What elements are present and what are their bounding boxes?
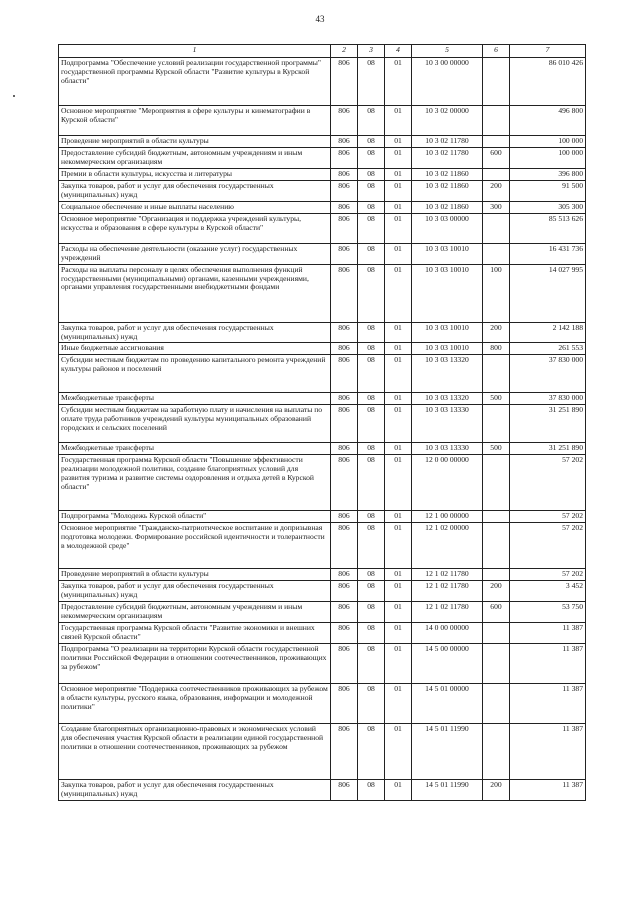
- row-section: 08: [358, 393, 385, 405]
- row-expense-type: [483, 58, 510, 106]
- row-expense-type: [483, 723, 510, 779]
- row-target-article: 10 3 02 11780: [412, 136, 483, 148]
- row-name: Социальное обеспечение и иные выплаты населению: [59, 201, 331, 213]
- row-target-article: 10 3 03 10010: [412, 264, 483, 322]
- row-target-article: 10 3 03 10010: [412, 343, 483, 355]
- row-amount: 57 202: [510, 511, 586, 523]
- row-expense-type: [483, 106, 510, 136]
- row-ved: 806: [331, 180, 358, 201]
- header-col-1: 1: [59, 45, 331, 58]
- row-ved: 806: [331, 201, 358, 213]
- row-name: Основное мероприятие "Мероприятия в сфере культуры и кинематографии в Курской области": [59, 106, 331, 136]
- row-ved: 806: [331, 581, 358, 602]
- row-expense-type: [483, 136, 510, 148]
- row-section: 08: [358, 602, 385, 623]
- page-number: 43: [315, 14, 325, 24]
- row-amount: 11 387: [510, 683, 586, 723]
- row-ved: 806: [331, 243, 358, 264]
- row-name: Расходы на выплаты персоналу в целях обеспечения выполнения функций государственными (муниципальными) органами, казенными учреждениями, органами управления государственными внебюджетными фондами: [59, 264, 331, 322]
- row-target-article: 10 3 00 00000: [412, 58, 483, 106]
- row-target-article: 10 3 02 00000: [412, 106, 483, 136]
- row-expense-type: 300: [483, 201, 510, 213]
- table-row: [59, 443, 586, 455]
- table-row: [59, 405, 586, 443]
- row-subsection: 01: [385, 683, 412, 723]
- row-subsection: 01: [385, 168, 412, 180]
- row-name: Подпрограмма "Молодежь Курской области": [59, 511, 331, 523]
- header-row: [59, 45, 586, 58]
- row-amount: 57 202: [510, 455, 586, 511]
- row-subsection: 01: [385, 322, 412, 343]
- row-subsection: 01: [385, 443, 412, 455]
- budget-table: [58, 44, 586, 801]
- row-amount: 305 300: [510, 201, 586, 213]
- table-row: [59, 136, 586, 148]
- row-amount: 31 251 890: [510, 443, 586, 455]
- header-col-3: 3: [358, 45, 385, 58]
- row-name: Расходы на обеспечение деятельности (оказание услуг) государственных учреждений: [59, 243, 331, 264]
- row-expense-type: [483, 213, 510, 243]
- row-expense-type: [483, 243, 510, 264]
- row-ved: 806: [331, 264, 358, 322]
- row-section: 08: [358, 147, 385, 168]
- row-name: Закупка товаров, работ и услуг для обеспечения государственных (муниципальных) нужд: [59, 322, 331, 343]
- row-name: Государственная программа Курской области "Повышение эффективности реализации молодежной политики, создание благоприятных условий для развития туризма и развитие системы оздоровления и отдыха детей в Курской области": [59, 455, 331, 511]
- table-row: [59, 643, 586, 683]
- table-row: [59, 683, 586, 723]
- row-ved: 806: [331, 393, 358, 405]
- row-target-article: 10 3 03 13330: [412, 405, 483, 443]
- row-amount: 57 202: [510, 569, 586, 581]
- row-expense-type: [483, 683, 510, 723]
- row-expense-type: [483, 405, 510, 443]
- table-row: [59, 147, 586, 168]
- row-name: Премии в области культуры, искусства и литературы: [59, 168, 331, 180]
- row-ved: 806: [331, 523, 358, 569]
- table-row: [59, 201, 586, 213]
- row-subsection: 01: [385, 602, 412, 623]
- table-body: [59, 58, 586, 801]
- row-subsection: 01: [385, 405, 412, 443]
- row-amount: 100 000: [510, 147, 586, 168]
- row-target-article: 10 3 02 11860: [412, 180, 483, 201]
- row-target-article: 10 3 03 13320: [412, 393, 483, 405]
- row-target-article: 12 1 02 11780: [412, 581, 483, 602]
- row-expense-type: [483, 168, 510, 180]
- row-subsection: 01: [385, 201, 412, 213]
- row-subsection: 01: [385, 623, 412, 644]
- row-ved: 806: [331, 106, 358, 136]
- row-expense-type: [483, 511, 510, 523]
- row-ved: 806: [331, 683, 358, 723]
- table-row: [59, 393, 586, 405]
- row-amount: 37 830 000: [510, 393, 586, 405]
- table-row: [59, 106, 586, 136]
- row-target-article: 10 3 03 13320: [412, 355, 483, 393]
- header-col-5: 5: [412, 45, 483, 58]
- table-row: [59, 213, 586, 243]
- row-expense-type: 200: [483, 779, 510, 800]
- row-expense-type: 200: [483, 581, 510, 602]
- row-ved: 806: [331, 343, 358, 355]
- row-section: 08: [358, 243, 385, 264]
- row-ved: 806: [331, 136, 358, 148]
- scan-speck: [13, 95, 15, 97]
- row-ved: 806: [331, 213, 358, 243]
- row-name: Межбюджетные трансферты: [59, 443, 331, 455]
- row-name: Проведение мероприятий в области культуры: [59, 136, 331, 148]
- row-section: 08: [358, 443, 385, 455]
- row-expense-type: 800: [483, 343, 510, 355]
- row-section: 08: [358, 264, 385, 322]
- row-amount: 16 431 736: [510, 243, 586, 264]
- row-name: Закупка товаров, работ и услуг для обеспечения государственных (муниципальных) нужд: [59, 779, 331, 800]
- row-subsection: 01: [385, 180, 412, 201]
- row-amount: 261 553: [510, 343, 586, 355]
- row-subsection: 01: [385, 264, 412, 322]
- row-ved: 806: [331, 602, 358, 623]
- header-col-6: 6: [483, 45, 510, 58]
- row-name: Иные бюджетные ассигнования: [59, 343, 331, 355]
- row-expense-type: [483, 569, 510, 581]
- row-amount: 11 387: [510, 643, 586, 683]
- row-ved: 806: [331, 147, 358, 168]
- row-target-article: 10 3 03 10010: [412, 322, 483, 343]
- row-ved: 806: [331, 443, 358, 455]
- row-target-article: 14 0 00 00000: [412, 623, 483, 644]
- row-target-article: 12 1 02 11780: [412, 569, 483, 581]
- row-section: 08: [358, 623, 385, 644]
- row-section: 08: [358, 106, 385, 136]
- table-row: [59, 455, 586, 511]
- row-name: Закупка товаров, работ и услуг для обеспечения государственных (муниципальных) нужд: [59, 180, 331, 201]
- row-expense-type: [483, 523, 510, 569]
- header-col-2: 2: [331, 45, 358, 58]
- row-subsection: 01: [385, 343, 412, 355]
- row-amount: 2 142 188: [510, 322, 586, 343]
- row-amount: 85 513 626: [510, 213, 586, 243]
- table-row: [59, 623, 586, 644]
- row-amount: 100 000: [510, 136, 586, 148]
- row-expense-type: 500: [483, 443, 510, 455]
- row-subsection: 01: [385, 136, 412, 148]
- row-expense-type: 500: [483, 393, 510, 405]
- row-section: 08: [358, 58, 385, 106]
- row-expense-type: 100: [483, 264, 510, 322]
- row-amount: 31 251 890: [510, 405, 586, 443]
- row-amount: 37 830 000: [510, 355, 586, 393]
- row-section: 08: [358, 405, 385, 443]
- row-name: Создание благоприятных организационно-правовых и экономических условий для обеспечения участия Курской области в реализации единой государственной политики в отношении соотечественников, проживающих за рубежом: [59, 723, 331, 779]
- row-target-article: 10 3 02 11860: [412, 201, 483, 213]
- row-ved: 806: [331, 511, 358, 523]
- row-section: 08: [358, 511, 385, 523]
- table-row: [59, 58, 586, 106]
- row-amount: 11 387: [510, 723, 586, 779]
- table-row: [59, 355, 586, 393]
- row-subsection: 01: [385, 569, 412, 581]
- table-row: [59, 168, 586, 180]
- row-section: 08: [358, 455, 385, 511]
- row-ved: 806: [331, 168, 358, 180]
- row-amount: 3 452: [510, 581, 586, 602]
- row-section: 08: [358, 569, 385, 581]
- table-row: [59, 523, 586, 569]
- row-target-article: 12 1 02 00000: [412, 523, 483, 569]
- row-section: 08: [358, 723, 385, 779]
- row-amount: 86 010 426: [510, 58, 586, 106]
- table-row: [59, 243, 586, 264]
- row-ved: 806: [331, 405, 358, 443]
- row-expense-type: [483, 455, 510, 511]
- row-name: Межбюджетные трансферты: [59, 393, 331, 405]
- row-target-article: 12 1 00 00000: [412, 511, 483, 523]
- header-col-7: 7: [510, 45, 586, 58]
- row-name: Предоставление субсидий бюджетным, автономным учреждениям и иным некоммерческим организациям: [59, 147, 331, 168]
- row-subsection: 01: [385, 355, 412, 393]
- row-subsection: 01: [385, 455, 412, 511]
- row-section: 08: [358, 779, 385, 800]
- row-expense-type: 600: [483, 602, 510, 623]
- row-amount: 396 800: [510, 168, 586, 180]
- row-name: Проведение мероприятий в области культуры: [59, 569, 331, 581]
- header-col-4: 4: [385, 45, 412, 58]
- row-section: 08: [358, 643, 385, 683]
- row-section: 08: [358, 213, 385, 243]
- row-ved: 806: [331, 643, 358, 683]
- row-section: 08: [358, 581, 385, 602]
- row-target-article: 10 3 03 13330: [412, 443, 483, 455]
- row-ved: 806: [331, 355, 358, 393]
- row-section: 08: [358, 136, 385, 148]
- table-row: [59, 779, 586, 800]
- table-row: [59, 511, 586, 523]
- row-amount: 11 387: [510, 623, 586, 644]
- row-name: Субсидии местным бюджетам по проведению капитального ремонта учреждений культуры районов и поселений: [59, 355, 331, 393]
- table-row: [59, 569, 586, 581]
- row-name: Подпрограмма "О реализации на территории Курской области государственной политики Российской Федерации в отношении соотечественников, проживающих за рубежом": [59, 643, 331, 683]
- row-subsection: 01: [385, 523, 412, 569]
- row-ved: 806: [331, 455, 358, 511]
- row-section: 08: [358, 322, 385, 343]
- row-target-article: 12 0 00 00000: [412, 455, 483, 511]
- row-name: Субсидии местным бюджетам на заработную плату и начисления на выплаты по оплате труда работников учреждений культуры муниципальных образований городских и сельских поселений: [59, 405, 331, 443]
- row-name: Основное мероприятие "Гражданско-патриотическое воспитание и допризывная подготовка молодежи. Формирование российской идентичности и толерантности в молодежной среде": [59, 523, 331, 569]
- table-row: [59, 723, 586, 779]
- table-row: [59, 264, 586, 322]
- row-target-article: 14 5 01 11990: [412, 723, 483, 779]
- row-target-article: 10 3 02 11780: [412, 147, 483, 168]
- row-amount: 11 387: [510, 779, 586, 800]
- row-target-article: 14 5 01 00000: [412, 683, 483, 723]
- row-name: Основное мероприятие "Поддержка соотечественников проживающих за рубежом в области культуры, русского языка, образования, информации и молодежной политики": [59, 683, 331, 723]
- row-amount: 14 027 995: [510, 264, 586, 322]
- row-name: Предоставление субсидий бюджетным, автономным учреждениям и иным некоммерческим организациям: [59, 602, 331, 623]
- row-section: 08: [358, 201, 385, 213]
- row-name: Подпрограмма "Обеспечение условий реализации государственной программы" государственной программы Курской области "Развитие культуры в Курской области": [59, 58, 331, 106]
- row-section: 08: [358, 343, 385, 355]
- table-row: [59, 602, 586, 623]
- row-subsection: 01: [385, 147, 412, 168]
- row-section: 08: [358, 683, 385, 723]
- row-target-article: 10 3 02 11860: [412, 168, 483, 180]
- table-row: [59, 180, 586, 201]
- row-ved: 806: [331, 569, 358, 581]
- table-row: [59, 343, 586, 355]
- row-target-article: 14 5 00 00000: [412, 643, 483, 683]
- row-name: Государственная программа Курской области "Развитие экономики и внешних связей Курской области": [59, 623, 331, 644]
- row-subsection: 01: [385, 643, 412, 683]
- row-expense-type: 200: [483, 180, 510, 201]
- row-ved: 806: [331, 779, 358, 800]
- row-amount: 91 500: [510, 180, 586, 201]
- row-ved: 806: [331, 58, 358, 106]
- row-target-article: 12 1 02 11780: [412, 602, 483, 623]
- row-expense-type: [483, 623, 510, 644]
- row-ved: 806: [331, 623, 358, 644]
- row-section: 08: [358, 180, 385, 201]
- row-expense-type: [483, 643, 510, 683]
- row-subsection: 01: [385, 106, 412, 136]
- row-section: 08: [358, 523, 385, 569]
- table-row: [59, 581, 586, 602]
- row-ved: 806: [331, 322, 358, 343]
- row-subsection: 01: [385, 581, 412, 602]
- row-subsection: 01: [385, 723, 412, 779]
- row-expense-type: 200: [483, 322, 510, 343]
- row-target-article: 10 3 03 00000: [412, 213, 483, 243]
- row-section: 08: [358, 168, 385, 180]
- row-ved: 806: [331, 723, 358, 779]
- row-target-article: 10 3 03 10010: [412, 243, 483, 264]
- row-expense-type: [483, 355, 510, 393]
- row-amount: 53 750: [510, 602, 586, 623]
- row-subsection: 01: [385, 58, 412, 106]
- row-subsection: 01: [385, 243, 412, 264]
- row-subsection: 01: [385, 511, 412, 523]
- row-subsection: 01: [385, 779, 412, 800]
- row-section: 08: [358, 355, 385, 393]
- row-name: Основное мероприятие "Организация и поддержка учреждений культуры, искусства и образования в сфере культуры в Курской области": [59, 213, 331, 243]
- row-amount: 57 202: [510, 523, 586, 569]
- row-subsection: 01: [385, 393, 412, 405]
- row-expense-type: 600: [483, 147, 510, 168]
- row-target-article: 14 5 01 11990: [412, 779, 483, 800]
- row-name: Закупка товаров, работ и услуг для обеспечения государственных (муниципальных) нужд: [59, 581, 331, 602]
- row-subsection: 01: [385, 213, 412, 243]
- table-row: [59, 322, 586, 343]
- row-amount: 496 800: [510, 106, 586, 136]
